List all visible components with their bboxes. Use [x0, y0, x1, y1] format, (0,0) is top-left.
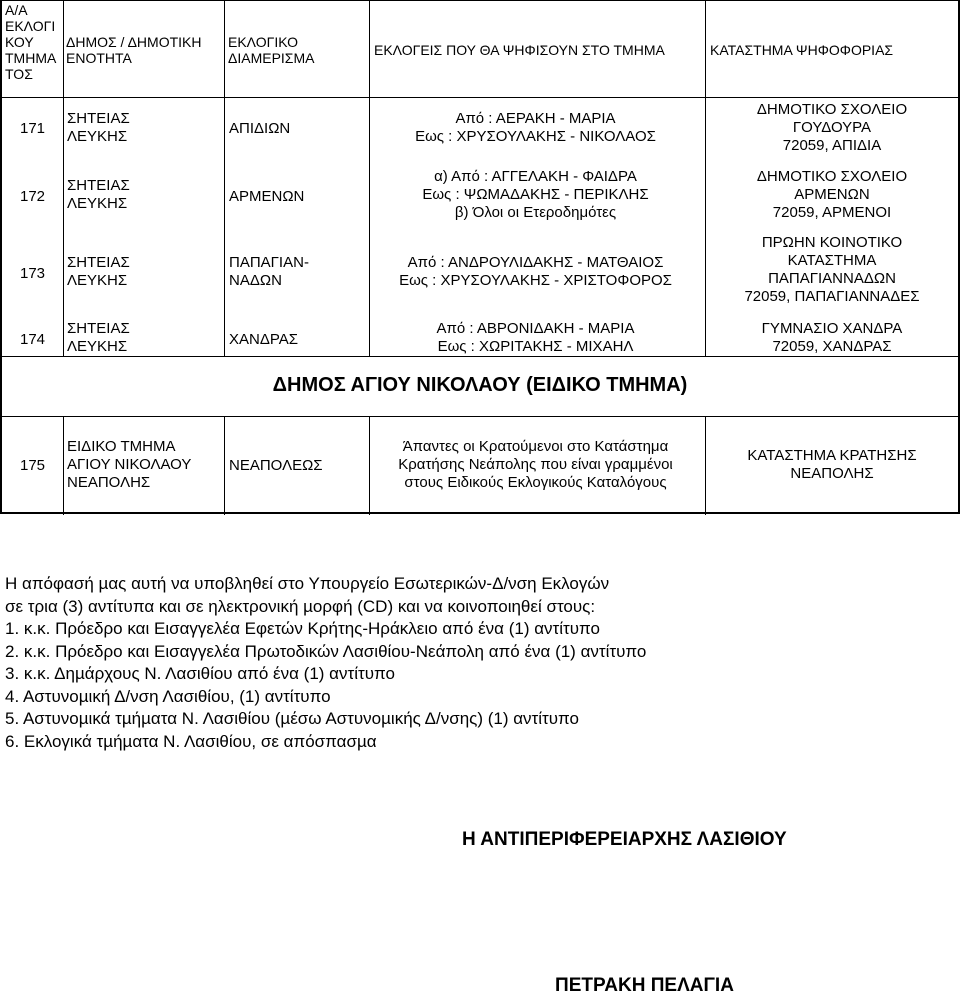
header-municipality: ΔΗΜΟΣ / ΔΗΜΟΤΙΚΗ ΕΝΟΤΗΤΑ	[66, 34, 202, 66]
header-aa: Α/Α ΕΚΛΟΓΙ ΚΟΥ ΤΜΗΜΑ ΤΟΣ	[5, 2, 57, 82]
row-number: 174	[20, 331, 46, 348]
row-number: 171	[20, 120, 46, 137]
signatory-name: ΠΕΤΡΑΚΗ ΠΕΛΑΓΙΑ	[555, 975, 734, 996]
station-cell: ΚΑΤΑΣΤΗΜΑ ΚΡΑΤΗΣΗΣ ΝΕΑΠΟΛΗΣ	[747, 447, 917, 482]
note-line: 3. κ.κ. Δηµάρχους Ν. Λασιθίου από ένα (1) αντίτυπο	[5, 664, 395, 683]
municipality-cell: ΣΗΤΕΙΑΣ ΛΕΥΚΗΣ	[67, 110, 130, 145]
note-line: Η απόφασή µας αυτή να υποβληθεί στο Υπουργείο Εσωτερικών-Δ/νση Εκλογών	[5, 574, 610, 593]
row-number: 172	[20, 188, 46, 205]
district-cell: ΧΑΝΔΡΑΣ	[229, 331, 299, 348]
station-cell: ΓΥΜΝΑΣΙΟ ΧΑΝΔΡΑ 72059, ΧΑΝΔΡΑΣ	[761, 320, 903, 355]
note-line: 4. Αστυνοµική Δ/νση Λασιθίου, (1) αντίτυπο	[5, 686, 331, 706]
note-line: 1. κ.κ. Πρόεδρο και Εισαγγελέα Εφετών Κρήτης-Ηράκλειο από ένα (1) αντίτυπο	[5, 619, 600, 638]
municipality-cell: ΕΙΔΙΚΟ ΤΜΗΜΑ ΑΓΙΟΥ ΝΙΚΟΛΑΟΥ ΝΕΑΠΟΛΗΣ	[67, 438, 192, 491]
header-station: ΚΑΤΑΣΤΗΜΑ ΨΗΦΟΦΟΡΙΑΣ	[710, 42, 894, 58]
row-divider	[2, 416, 960, 417]
row-number: 175	[20, 457, 46, 474]
municipality-cell: ΣΗΤΕΙΑΣ ΛΕΥΚΗΣ	[67, 320, 130, 355]
note-line: 5. Αστυνοµικά τµήµατα Ν. Λασιθίου (µέσω Αστυνοµικής Δ/νσης) (1) αντίτυπο	[5, 709, 579, 728]
district-cell: ΠΑΠΑΓΙΑΝ- ΝΑΔΩΝ	[229, 254, 309, 289]
note-line: σε τρια (3) αντίτυπα και σε ηλεκτρονική µορφή (CD) και να κοινοποιηθεί στους:	[5, 596, 596, 616]
row-divider	[2, 97, 960, 98]
row-number: 173	[20, 265, 46, 282]
voters-cell: α) Από : ΑΓΓΕΛΑΚΗ - ΦΑΙΔΡΑ Εως : ΨΩΜΑΔΑΚΗΣ - ΠΕΡΙΚΛΗΣ β) Όλοι οι Ετεροδημότες	[422, 168, 649, 221]
column-divider	[63, 416, 64, 515]
column-divider	[63, 1, 64, 357]
municipality-cell: ΣΗΤΕΙΑΣ ΛΕΥΚΗΣ	[67, 254, 130, 289]
distribution-notes	[5, 573, 646, 753]
column-divider	[224, 416, 225, 515]
note-line: 6. Εκλογικά τµήµατα Ν. Λασιθίου, σε απόσπασµα	[5, 731, 377, 751]
district-cell: ΝΕΑΠΟΛΕΩΣ	[229, 457, 323, 474]
row-divider	[2, 356, 960, 357]
district-cell: ΑΠΙΔΙΩΝ	[229, 120, 291, 137]
voters-cell: Άπαντες οι Κρατούμενοι στο Κατάστημα Κρατήσης Νεάπολης που είναι γραμμένοι στους Ειδικούς Εκλογικούς Καταλόγους	[398, 438, 673, 491]
voters-cell: Από : ΑΝΔΡΟΥΛΙΔΑΚΗΣ - ΜΑΤΘΑΙΟΣ Εως : ΧΡΥΣΟΥΛΑΚΗΣ - ΧΡΙΣΤΟΦΟΡΟΣ	[399, 254, 672, 289]
station-cell: ΔΗΜΟΤΙΚΟ ΣΧΟΛΕΙΟ ΑΡΜΕΝΩΝ 72059, ΑΡΜΕΝΟΙ	[756, 168, 908, 221]
column-divider	[224, 1, 225, 357]
voters-cell: Από : ΑΕΡΑΚΗ - ΜΑΡΙΑ Εως : ΧΡΥΣΟΥΛΑΚΗΣ - ΝΙΚΟΛΑΟΣ	[415, 110, 656, 145]
municipality-cell: ΣΗΤΕΙΑΣ ΛΕΥΚΗΣ	[67, 177, 130, 212]
section-title: ΔΗΜΟΣ ΑΓΙΟΥ ΝΙΚΟΛΑΟΥ (ΕΙΔΙΚΟ ΤΜΗΜΑ)	[272, 374, 688, 396]
note-line: 2. κ.κ. Πρόεδρο και Εισαγγελέα Πρωτοδικών Λασιθίου-Νεάπολη από ένα (1) αντίτυπο	[5, 641, 647, 661]
station-cell: ΔΗΜΟΤΙΚΟ ΣΧΟΛΕΙΟ ΓΟΥΔΟΥΡΑ 72059, ΑΠΙΔΙΑ	[756, 101, 908, 154]
district-cell: ΑΡΜΕΝΩΝ	[229, 188, 305, 205]
signatory-title: Η ΑΝΤΙΠΕΡΙΦΕΡΕΙΑΡΧΗΣ ΛΑΣΙΘΙΟΥ	[462, 829, 787, 850]
voters-cell: Από : ΑΒΡΟΝΙΔΑΚΗ - ΜΑΡΙΑ Εως : ΧΩΡΙΤΑΚΗΣ - ΜΙΧΑΗΛ	[436, 320, 635, 355]
header-voters: ΕΚΛΟΓΕΙΣ ΠΟΥ ΘΑ ΨΗΦΙΣΟΥΝ ΣΤΟ ΤΜΗΜΑ	[374, 42, 665, 58]
station-cell: ΠΡΩΗΝ ΚΟΙΝΟΤΙΚΟ ΚΑΤΑΣΤΗΜΑ ΠΑΠΑΓΙΑΝΝΑΔΩΝ 72059, ΠΑΠΑΓΙΑΝΝΑΔΕΣ	[744, 234, 920, 305]
header-district: ΕΚΛΟΓΙΚΟ ΔΙΑΜΕΡΙΣΜΑ	[228, 34, 315, 66]
